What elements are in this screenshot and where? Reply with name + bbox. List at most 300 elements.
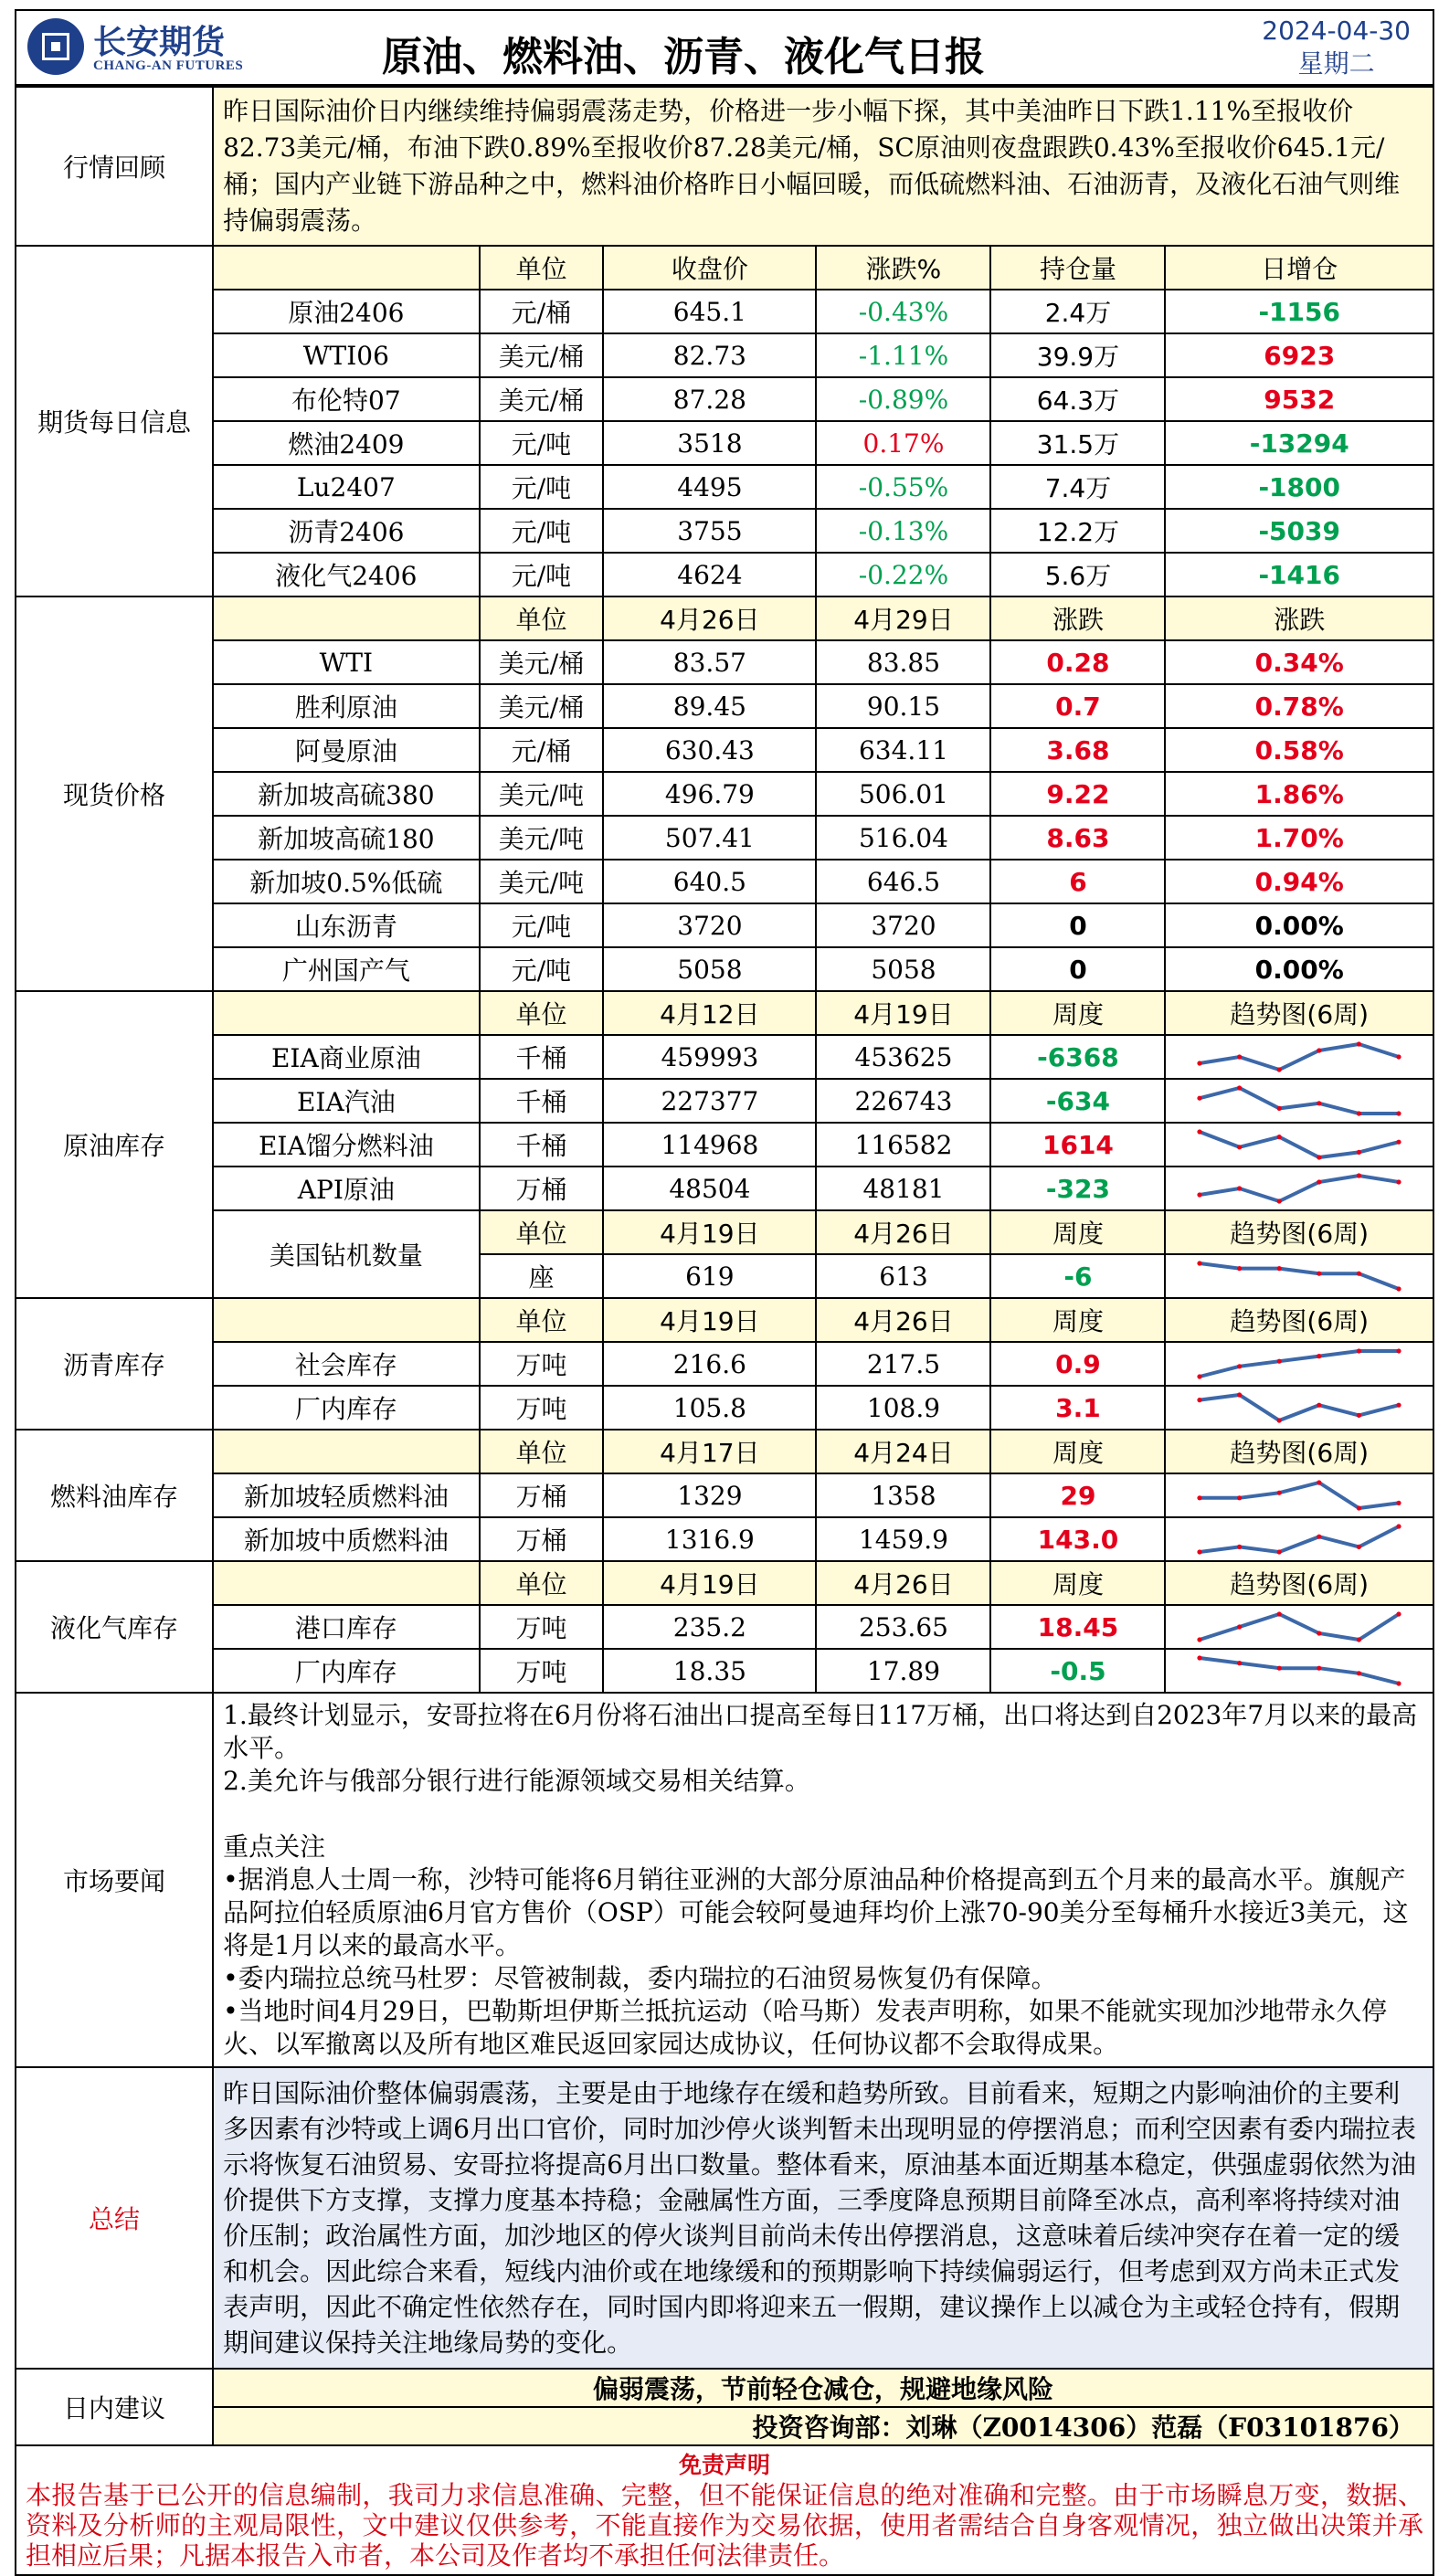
sparkline-point [1357, 1545, 1361, 1549]
sparkline-point [1357, 1111, 1361, 1115]
sparkline-point [1317, 1403, 1321, 1408]
inventory-trend-chart [1165, 1473, 1433, 1517]
futures-open-interest: 39.9万 [990, 333, 1165, 377]
inventory-prev: 1329 [603, 1473, 816, 1517]
futures-open-interest: 12.2万 [990, 509, 1165, 553]
news-line: 2.美允许与俄部分银行进行能源领域交易相关结算。 [223, 1766, 810, 1796]
inventory-curr: 116582 [816, 1123, 990, 1167]
trend-sparkline [1194, 1258, 1404, 1294]
futures-change: -0.55% [816, 465, 990, 509]
table-row [16, 728, 1433, 772]
inventory-name: 港口库存 [213, 1605, 480, 1649]
column-header: 涨跌% [816, 246, 990, 290]
trend-sparkline [1194, 1170, 1404, 1207]
inventory-curr: 226743 [816, 1079, 990, 1123]
table-row [16, 903, 1433, 947]
column-header: 4月17日 [603, 1430, 816, 1473]
sparkline-point [1237, 1392, 1242, 1397]
futures-daily-change: -5039 [1165, 509, 1433, 553]
inventory-weekly-change: 143.0 [990, 1517, 1165, 1561]
sparkline-point [1237, 1545, 1242, 1549]
disclaimer [16, 2445, 1433, 2575]
sparkline-point [1397, 1348, 1401, 1353]
spot-name: 新加坡0.5%低硫 [213, 860, 480, 903]
sparkline-point [1277, 1359, 1282, 1364]
disclaimer-title: 免责声明 [678, 2452, 770, 2478]
spot-unit: 美元/桶 [480, 640, 604, 684]
inventory-trend-chart [1165, 1517, 1433, 1561]
spot-change-pct: 1.86% [1165, 772, 1433, 816]
sparkline-point [1277, 1549, 1282, 1554]
spot-change-pct: 0.00% [1165, 947, 1433, 991]
header-blank [213, 1430, 480, 1473]
futures-close: 4495 [603, 465, 816, 509]
column-header: 周度 [990, 1561, 1165, 1605]
column-header: 4月26日 [816, 1561, 990, 1605]
sparkline-point [1198, 1061, 1202, 1065]
section-label-spot: 现货价格 [16, 596, 213, 991]
spot-price-prev: 83.57 [603, 640, 816, 684]
futures-name: 原油2406 [213, 290, 480, 333]
futures-change: -0.22% [816, 553, 990, 596]
futures-name: 沥青2406 [213, 509, 480, 553]
trend-sparkline [1194, 1082, 1404, 1119]
futures-open-interest: 5.6万 [990, 553, 1165, 596]
spot-change-pct: 0.94% [1165, 860, 1433, 903]
inventory-unit: 万桶 [480, 1517, 604, 1561]
sparkline-point [1277, 1198, 1282, 1203]
column-header: 单位 [480, 991, 604, 1035]
inventory-unit: 千桶 [480, 1035, 604, 1079]
sparkline-point [1237, 1186, 1242, 1190]
header-blank [213, 991, 480, 1035]
column-header: 趋势图(6周) [1165, 1430, 1433, 1473]
inventory-prev: 216.6 [603, 1342, 816, 1386]
news-line: •当地时间4月29日，巴勒斯坦伊斯兰抵抗运动（哈马斯）发表声明称，如果不能就实现加沙地带永久停火、以军撤离以及所有地区难民返回家园达成协议，任何协议都不会取得成果。 [223, 1996, 1388, 2059]
sparkline-point [1198, 1495, 1202, 1500]
inventory-name: 新加坡轻质燃料油 [213, 1473, 480, 1517]
section-label-futures: 期货每日信息 [16, 246, 213, 596]
spot-name: WTI [213, 640, 480, 684]
inventory-unit: 千桶 [480, 1123, 604, 1167]
market-news-text [213, 1693, 1433, 2067]
news-line: •委内瑞拉总统马杜罗：尽管被制裁，委内瑞拉的石油贸易恢复仍有保障。 [223, 1963, 1057, 1993]
futures-change: -0.13% [816, 509, 990, 553]
sparkline-point [1397, 1681, 1401, 1685]
sparkline-point [1357, 1637, 1361, 1642]
news-line: 重点关注 [223, 1832, 326, 1862]
inventory-weekly-change: 29 [990, 1473, 1165, 1517]
inventory-weekly-change: 1614 [990, 1123, 1165, 1167]
brand-logo [27, 16, 247, 79]
column-header: 趋势图(6周) [1165, 1561, 1433, 1605]
inventory-unit: 座 [480, 1254, 604, 1298]
inventory-unit: 万吨 [480, 1649, 604, 1693]
column-header: 单位 [480, 1430, 604, 1473]
futures-unit: 元/吨 [480, 465, 604, 509]
futures-daily-change: -1416 [1165, 553, 1433, 596]
sparkline-point [1198, 1129, 1202, 1134]
futures-daily-change: 9532 [1165, 377, 1433, 421]
spot-name: 广州国产气 [213, 947, 480, 991]
futures-unit: 美元/桶 [480, 333, 604, 377]
column-header: 4月19日 [603, 1298, 816, 1342]
column-header: 周度 [990, 1430, 1165, 1473]
sparkline-line [1200, 1132, 1399, 1157]
sparkline-point [1357, 1413, 1361, 1418]
review-text: 昨日国际油价日内继续维持偏弱震荡走势，价格进一步小幅下探，其中美油昨日下跌1.11%至报收价82.73美元/桶，布油下跌0.89%至报收价87.28美元/桶，SC原油则夜盘跟跌0.43%至报收价645.1元/桶；国内产业链下游品种之中，燃料油价格昨日小幅回暖，而低硫燃料油、石油沥青，及液化石油气则维持偏弱震荡。 [213, 87, 1433, 246]
inventory-prev: 459993 [603, 1035, 816, 1079]
inventory-name: EIA汽油 [213, 1079, 480, 1123]
inventory-curr: 1358 [816, 1473, 990, 1517]
section-label-review: 行情回顾 [16, 87, 213, 246]
spot-change-pct: 0.34% [1165, 640, 1433, 684]
spot-price-curr: 634.11 [816, 728, 990, 772]
table-row [16, 509, 1433, 553]
inventory-weekly-change: 3.1 [990, 1386, 1165, 1430]
futures-daily-change: -1156 [1165, 290, 1433, 333]
sparkline-point [1237, 1266, 1242, 1271]
table-row [16, 772, 1433, 816]
sparkline-point [1198, 1398, 1202, 1402]
sparkline-point [1237, 1054, 1242, 1059]
futures-name: 布伦特07 [213, 377, 480, 421]
futures-change: -0.89% [816, 377, 990, 421]
inventory-unit: 万吨 [480, 1342, 604, 1386]
sparkline-point [1357, 1150, 1361, 1155]
section-label-summary: 总结 [16, 2067, 213, 2369]
spot-unit: 美元/吨 [480, 772, 604, 816]
inventory-trend-chart [1165, 1386, 1433, 1430]
table-row [16, 596, 1433, 640]
futures-change: -1.11% [816, 333, 990, 377]
sparkline-point [1317, 1535, 1321, 1539]
section-label-crude-inventory: 原油库存 [16, 991, 213, 1298]
report-date [1262, 15, 1411, 80]
futures-open-interest: 31.5万 [990, 421, 1165, 465]
spot-price-prev: 89.45 [603, 684, 816, 728]
inventory-trend-chart [1165, 1605, 1433, 1649]
spot-change-pct: 0.78% [1165, 684, 1433, 728]
inventory-trend-chart [1165, 1649, 1433, 1693]
sparkline-point [1198, 1096, 1202, 1101]
table-row [16, 1079, 1433, 1123]
header-blank [213, 246, 480, 290]
weekday-text: 星期二 [1297, 48, 1375, 79]
futures-unit: 元/吨 [480, 509, 604, 553]
inventory-trend-chart [1165, 1167, 1433, 1210]
sparkline-line [1200, 1176, 1399, 1201]
column-header: 趋势图(6周) [1165, 991, 1433, 1035]
sparkline-point [1198, 1637, 1202, 1642]
table-row [16, 2445, 1433, 2575]
futures-open-interest: 2.4万 [990, 290, 1165, 333]
spot-change-pct: 0.58% [1165, 728, 1433, 772]
table-row [16, 465, 1433, 509]
column-header: 4月26日 [816, 1210, 990, 1254]
spot-change: 3.68 [990, 728, 1165, 772]
sparkline-line [1200, 1395, 1399, 1420]
sparkline-point [1317, 1666, 1321, 1671]
sparkline-line [1200, 1658, 1399, 1684]
column-header: 涨跌 [990, 596, 1165, 640]
futures-close: 3755 [603, 509, 816, 553]
sparkline-point [1317, 1179, 1321, 1184]
futures-close: 87.28 [603, 377, 816, 421]
brand-name-en: CHANG-AN FUTURES [93, 58, 244, 73]
column-header: 4月19日 [603, 1210, 816, 1254]
spot-change: 0.7 [990, 684, 1165, 728]
sparkline-point [1357, 1505, 1361, 1510]
sparkline-line [1200, 1483, 1399, 1508]
header-blank [213, 1298, 480, 1342]
inventory-trend-chart [1165, 1123, 1433, 1167]
inventory-prev: 1316.9 [603, 1517, 816, 1561]
spot-change: 6 [990, 860, 1165, 903]
column-header: 持仓量 [990, 246, 1165, 290]
news-line: •据消息人士周一称，沙特可能将6月销往亚洲的大部分原油品种价格提高到五个月来的最高水平。旗舰产品阿拉伯轻质原油6月官方售价（OSP）可能会较阿曼迪拜均价上涨70-90美分至每桶升水接近3美元，这将是1月以来的最高水平。 [223, 1864, 1409, 1960]
sparkline-point [1277, 1418, 1282, 1422]
spot-change: 9.22 [990, 772, 1165, 816]
sparkline-point [1397, 1111, 1401, 1115]
table-row [16, 816, 1433, 860]
spot-name: 阿曼原油 [213, 728, 480, 772]
sparkline-point [1357, 1272, 1361, 1276]
table-row [16, 2067, 1433, 2369]
inventory-curr: 48181 [816, 1167, 990, 1210]
table-row [16, 1517, 1433, 1561]
table-row [16, 1386, 1433, 1430]
sparkline-point [1317, 1631, 1321, 1635]
trend-sparkline [1194, 1652, 1404, 1689]
column-header: 趋势图(6周) [1165, 1210, 1433, 1254]
sparkline-line [1200, 1526, 1399, 1552]
inventory-prev: 18.35 [603, 1649, 816, 1693]
section-label-lpg-inventory: 液化气库存 [16, 1561, 213, 1693]
inventory-name: 新加坡中质燃料油 [213, 1517, 480, 1561]
table-row [16, 1035, 1433, 1079]
inventory-trend-chart [1165, 1342, 1433, 1386]
spot-unit: 美元/吨 [480, 816, 604, 860]
sparkline-line [1200, 1614, 1399, 1640]
inventory-unit: 万桶 [480, 1167, 604, 1210]
inventory-weekly-change: 0.9 [990, 1342, 1165, 1386]
futures-change: 0.17% [816, 421, 990, 465]
table-row [16, 684, 1433, 728]
column-header: 4月29日 [816, 596, 990, 640]
sparkline-point [1237, 1085, 1242, 1090]
spot-change: 8.63 [990, 816, 1165, 860]
sparkline-point [1237, 1364, 1242, 1368]
sparkline-point [1198, 1655, 1202, 1660]
inventory-trend-chart [1165, 1035, 1433, 1079]
sparkline-point [1198, 1261, 1202, 1265]
spot-price-prev: 496.79 [603, 772, 816, 816]
spot-price-curr: 5058 [816, 947, 990, 991]
futures-daily-change: -1800 [1165, 465, 1433, 509]
sparkline-point [1317, 1101, 1321, 1105]
column-header: 周度 [990, 1298, 1165, 1342]
spot-name: 山东沥青 [213, 903, 480, 947]
report-header [15, 9, 1434, 86]
column-header: 周度 [990, 1210, 1165, 1254]
disclaimer-text: 本报告基于已公开的信息编制，我司力求信息准确、完整，但不能保证信息的绝对准确和完整。由于市场瞬息万变，数据、资料及分析师的主观局限性，文中建议仅供参考，不能直接作为交易依据，使用者需结合自身客观情况，独立做出决策并承担相应后果；凡据本报告入市者，本公司及作者均不承担任何法律责任。 [26, 2480, 1423, 2571]
futures-change: -0.43% [816, 290, 990, 333]
inventory-curr: 253.65 [816, 1605, 990, 1649]
sparkline-point [1317, 1155, 1321, 1159]
column-header: 单位 [480, 246, 604, 290]
inventory-weekly-change: 18.45 [990, 1605, 1165, 1649]
spot-price-curr: 90.15 [816, 684, 990, 728]
brand-name-cn: 长安期货 [93, 24, 226, 61]
column-header: 4月24日 [816, 1430, 990, 1473]
futures-close: 4624 [603, 553, 816, 596]
futures-open-interest: 64.3万 [990, 377, 1165, 421]
column-header: 4月26日 [816, 1298, 990, 1342]
column-header: 单位 [480, 596, 604, 640]
sparkline-point [1357, 1041, 1361, 1046]
inventory-unit: 万吨 [480, 1605, 604, 1649]
spot-price-curr: 506.01 [816, 772, 990, 816]
trend-sparkline [1194, 1609, 1404, 1645]
inventory-weekly-change: -6368 [990, 1035, 1165, 1079]
spot-price-prev: 640.5 [603, 860, 816, 903]
table-row [16, 947, 1433, 991]
inventory-weekly-change: -634 [990, 1079, 1165, 1123]
sparkline-point [1237, 1661, 1242, 1665]
sparkline-point [1277, 1106, 1282, 1111]
inventory-unit: 千桶 [480, 1079, 604, 1123]
column-header: 4月26日 [603, 596, 816, 640]
column-header: 4月19日 [816, 991, 990, 1035]
futures-unit: 美元/桶 [480, 377, 604, 421]
inventory-prev: 105.8 [603, 1386, 816, 1430]
column-header: 涨跌 [1165, 596, 1433, 640]
inventory-name: 厂内库存 [213, 1649, 480, 1693]
table-row [16, 2407, 1433, 2445]
logo-icon [27, 18, 84, 75]
inventory-curr: 217.5 [816, 1342, 990, 1386]
sparkline-point [1357, 1671, 1361, 1675]
table-row [16, 991, 1433, 1035]
date-text: 2024-04-30 [1262, 16, 1411, 46]
sparkline-point [1317, 1480, 1321, 1484]
sparkline-line [1200, 1044, 1399, 1070]
spot-change: 0 [990, 947, 1165, 991]
table-row [16, 421, 1433, 465]
column-header: 单位 [480, 1210, 604, 1254]
table-row [16, 1649, 1433, 1693]
inventory-weekly-change: -323 [990, 1167, 1165, 1210]
table-row [16, 1605, 1433, 1649]
sparkline-point [1397, 1611, 1401, 1616]
inventory-curr: 108.9 [816, 1386, 990, 1430]
sparkline-point [1397, 1054, 1401, 1059]
inventory-name: EIA馏分燃料油 [213, 1123, 480, 1167]
inventory-prev: 114968 [603, 1123, 816, 1167]
futures-unit: 元/吨 [480, 553, 604, 596]
rig-count-name: 美国钻机数量 [213, 1210, 480, 1298]
inventory-name: API原油 [213, 1167, 480, 1210]
column-header: 周度 [990, 991, 1165, 1035]
inventory-prev: 48504 [603, 1167, 816, 1210]
trend-sparkline [1194, 1389, 1404, 1426]
column-header: 趋势图(6周) [1165, 1298, 1433, 1342]
futures-close: 82.73 [603, 333, 816, 377]
news-line: 1.最终计划显示，安哥拉将在6月份将石油出口提高至每日117万桶，出口将达到自2023年7月以来的最高水平。 [223, 1700, 1418, 1763]
spot-unit: 美元/桶 [480, 684, 604, 728]
section-label-suggestion: 日内建议 [16, 2369, 213, 2445]
inventory-trend-chart [1165, 1079, 1433, 1123]
report-title: 原油、燃料油、沥青、液化气日报 [382, 34, 985, 80]
inventory-prev: 227377 [603, 1079, 816, 1123]
trend-sparkline [1194, 1521, 1404, 1557]
news-line [223, 1798, 1423, 1831]
advisor-text: 投资咨询部：刘琳（Z0014306）范磊（F03101876） [213, 2407, 1433, 2445]
table-row [16, 246, 1433, 290]
header-blank [213, 1561, 480, 1605]
table-row [16, 640, 1433, 684]
table-row [16, 553, 1433, 596]
futures-name: 燃油2409 [213, 421, 480, 465]
sparkline-point [1277, 1666, 1282, 1671]
suggestion-text: 偏弱震荡，节前轻仓减仓，规避地缘风险 [213, 2369, 1433, 2407]
sparkline-point [1277, 1067, 1282, 1072]
spot-unit: 美元/吨 [480, 860, 604, 903]
sparkline-point [1357, 1173, 1361, 1177]
spot-price-curr: 83.85 [816, 640, 990, 684]
table-row [16, 1123, 1433, 1167]
trend-sparkline [1194, 1039, 1404, 1075]
summary-text: 昨日国际油价整体偏弱震荡，主要是由于地缘存在缓和趋势所致。目前看来，短期之内影响油价的主要利多因素有沙特或上调6月出口官价，同时加沙停火谈判暂未出现明显的停摆消息；而利空因素有委内瑞拉表示将恢复石油贸易、安哥拉将提高6月出口数量。整体看来，原油基本面近期基本稳定，供强虚弱依然为油价提供下方支撑，支撑力度基本持稳；金融属性方面，三季度降息预期目前降至冰点，高利率将持续对油价压制；政治属性方面，加沙地区的停火谈判目前尚未传出停摆消息，这意味着后续冲突存在着一定的缓和机会。因此综合来看，短线内油价或在地缘缓和的预期影响下持续偏弱运行，但考虑到双方尚未正式发表声明，因此不确定性依然存在，同时国内即将迎来五一假期，建议操作上以减仓为主或轻仓持有，假期期间建议保持关注地缘局势的变化。 [213, 2067, 1433, 2369]
futures-unit: 元/吨 [480, 421, 604, 465]
sparkline-point [1397, 1140, 1401, 1145]
sparkline-point [1397, 1403, 1401, 1408]
spot-change-pct: 0.00% [1165, 903, 1433, 947]
spot-price-curr: 3720 [816, 903, 990, 947]
inventory-curr: 17.89 [816, 1649, 990, 1693]
sparkline-point [1397, 1286, 1401, 1291]
inventory-name: 社会库存 [213, 1342, 480, 1386]
trend-sparkline [1194, 1477, 1404, 1514]
table-row [16, 290, 1433, 333]
sparkline-line [1200, 1351, 1399, 1377]
sparkline-point [1277, 1491, 1282, 1495]
column-header: 4月19日 [603, 1561, 816, 1605]
table-row [16, 333, 1433, 377]
column-header: 日增仓 [1165, 246, 1433, 290]
spot-name: 新加坡高硫380 [213, 772, 480, 816]
table-row [16, 860, 1433, 903]
sparkline-point [1198, 1192, 1202, 1197]
sparkline-point [1397, 1524, 1401, 1528]
table-row [16, 1167, 1433, 1210]
inventory-weekly-change: -6 [990, 1254, 1165, 1298]
sparkline-point [1357, 1348, 1361, 1353]
sparkline-point [1277, 1135, 1282, 1139]
inventory-name: 厂内库存 [213, 1386, 480, 1430]
sparkline-line [1200, 1263, 1399, 1289]
futures-name: Lu2407 [213, 465, 480, 509]
spot-price-prev: 630.43 [603, 728, 816, 772]
spot-change-pct: 1.70% [1165, 816, 1433, 860]
spot-price-curr: 516.04 [816, 816, 990, 860]
sparkline-point [1237, 1624, 1242, 1629]
sparkline-point [1317, 1048, 1321, 1052]
sparkline-point [1198, 1374, 1202, 1378]
spot-unit: 元/吨 [480, 947, 604, 991]
sparkline-point [1397, 1179, 1401, 1184]
